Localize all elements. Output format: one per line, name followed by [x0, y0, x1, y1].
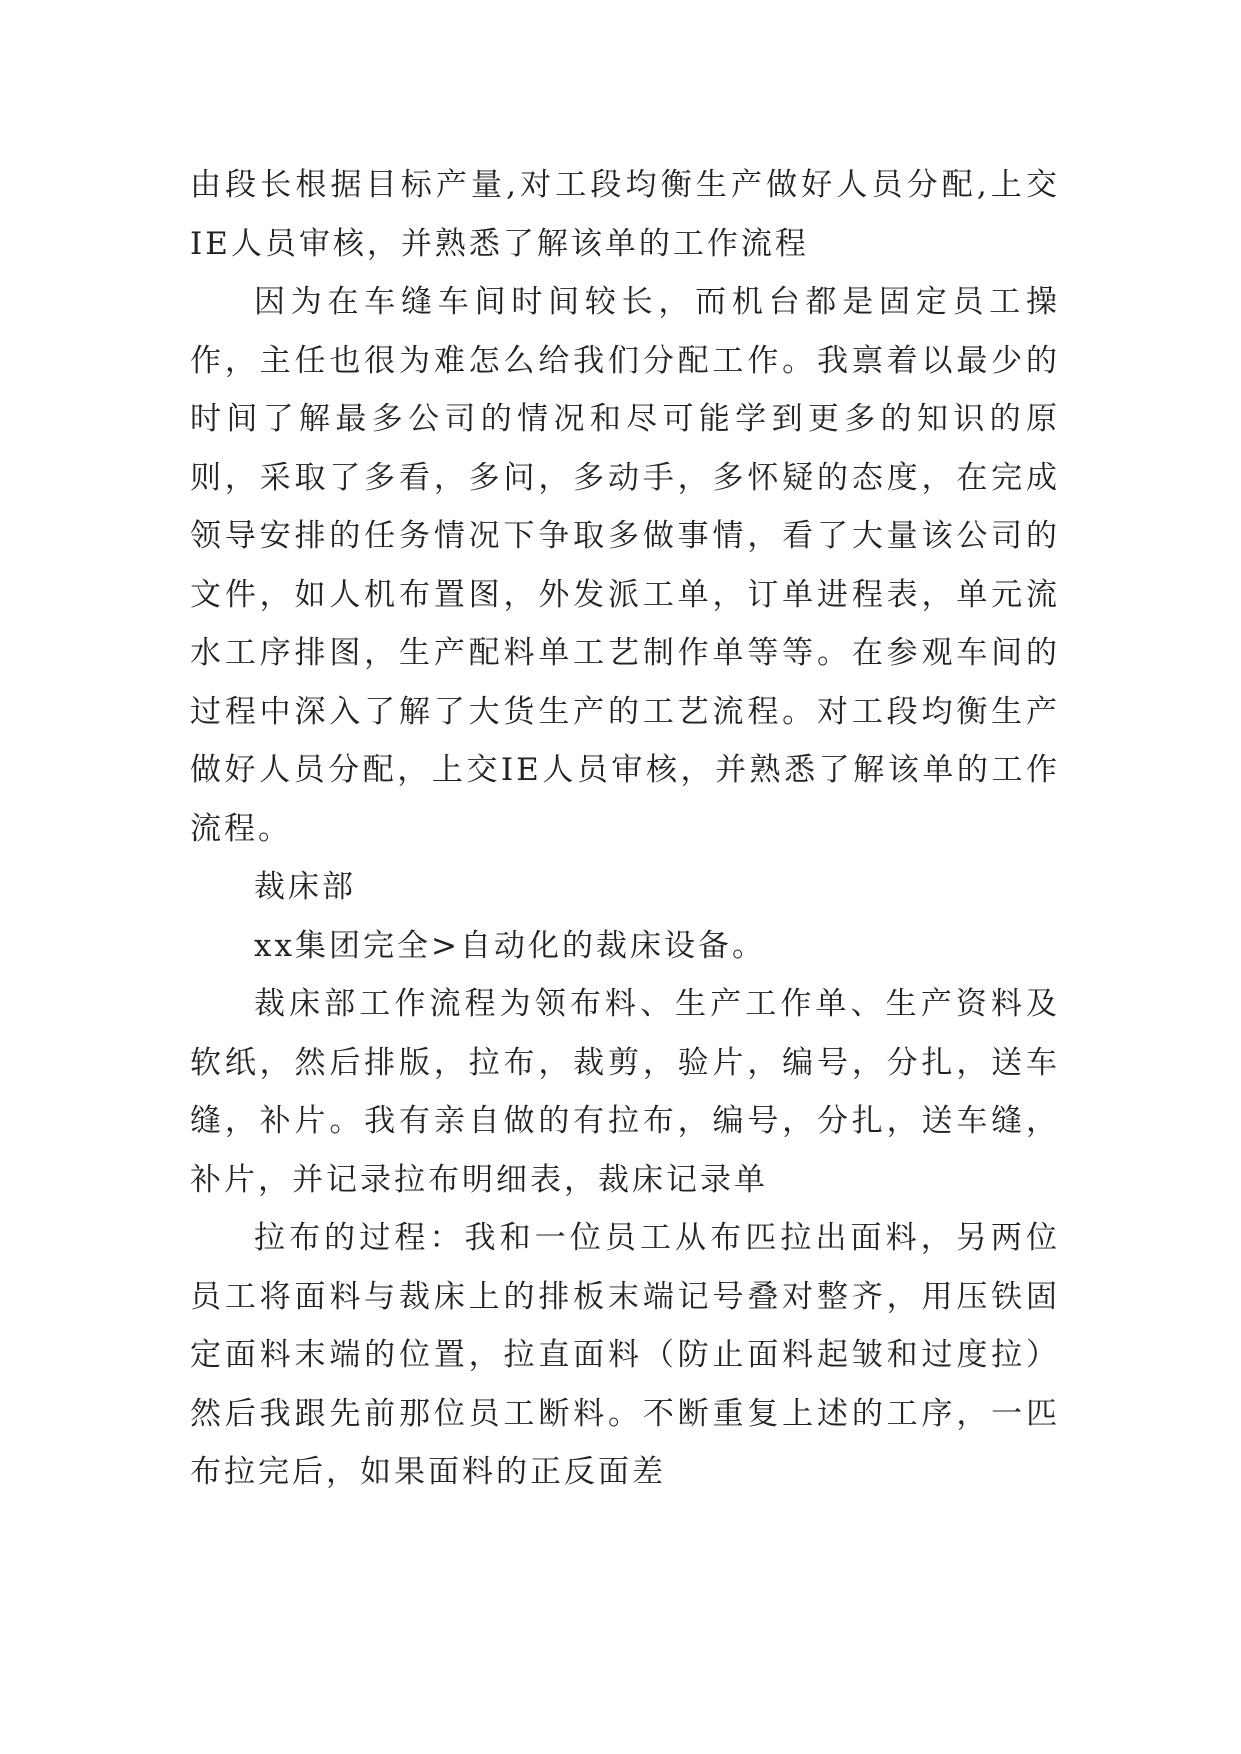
paragraph-sewing-workshop: 因为在车缝车间时间较长，而机台都是固定员工操作，主任也很为难怎么给我们分配工作。我禀着以最少的时间了解最多公司的情况和尽可能学到更多的知识的原则，采取了多看，多问，多动手，多怀疑的态度，在完成领导安排的任务情况下争取多做事情，看了大量该公司的文件，如人机布置图，外发派工单，订单进程表，单元流水工序排图，生产配料单工艺制作单等等。在参观车间的过程中深入了解了大货生产的工艺流程。对工段均衡生产做好人员分配，上交IE人员审核，并熟悉了解该单的工作流程。	[190, 284, 1060, 847]
paragraph-cutting-workflow: 裁床部工作流程为领布料、生产工作单、生产资料及软纸，然后排版，拉布，裁剪，验片，编号，分扎，送车缝，补片。我有亲自做的有拉布，编号，分扎，送车缝，补片，并记录拉布明细表，裁床记录单	[190, 986, 1060, 1198]
paragraph-production-allocation: 由段长根据目标产量,对工段均衡生产做好人员分配,上交IE人员审核，并熟悉了解该单的工作流程	[190, 167, 1060, 262]
paragraph-automated-cutting-equipment: xx集团完全>自动化的裁床设备。	[254, 927, 766, 964]
paragraph-spreading-process: 拉布的过程：我和一位员工从布匹拉出面料，另两位员工将面料与裁床上的排板末端记号叠对整齐，用压铁固定面料末端的位置，拉直面料（防止面料起皱和过度拉）然后我跟先前那位员工断料。不断重复上述的工序，一匹布拉完后，如果面料的正反面差	[190, 1220, 1060, 1490]
section-heading-cutting-department: 裁床部	[254, 869, 356, 905]
document-body	[190, 156, 1060, 1502]
